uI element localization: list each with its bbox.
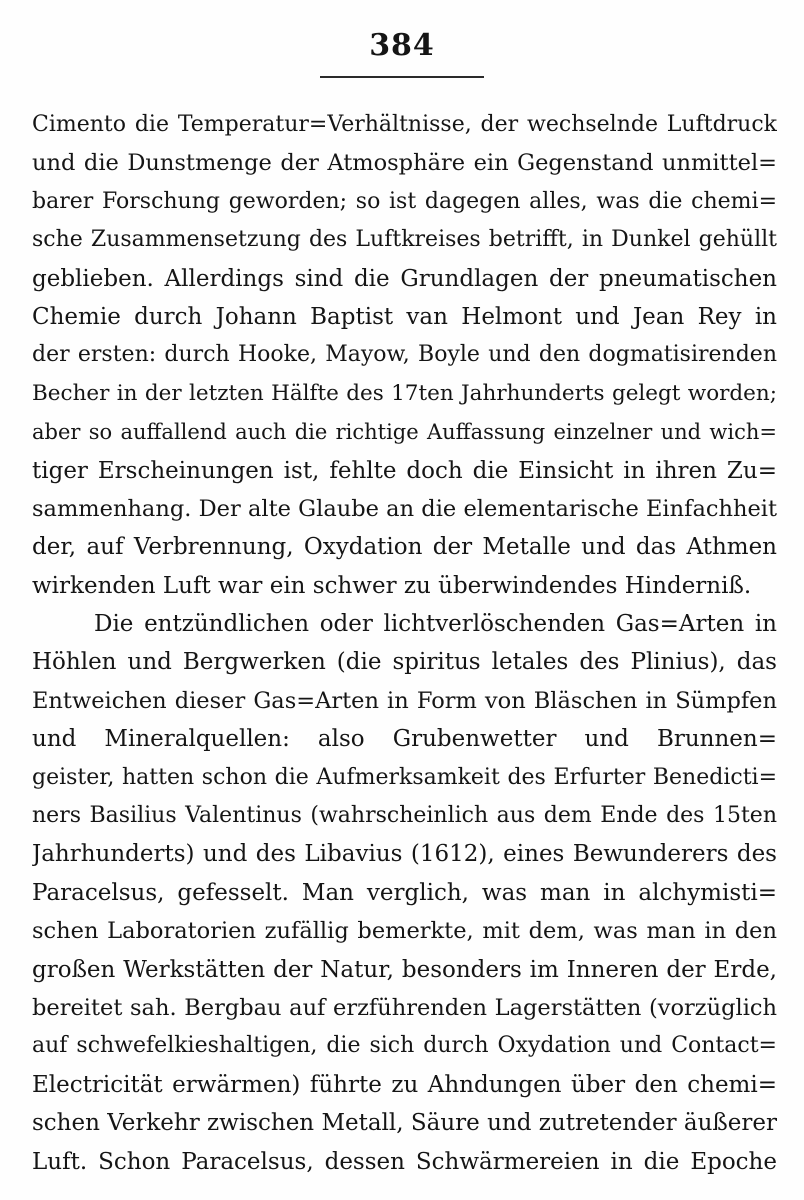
text-line: der, auf Verbrennung, Oxydation der Metalle und das Athmen [32, 534, 777, 561]
text-line: geblieben. Allerdings sind die Grundlagen der pneumatischen [32, 265, 777, 292]
text-line: ners Basilius Valentinus (wahrscheinlich aus dem Ende des 15ten [32, 803, 777, 829]
text-line: auf schwefelkieshaltigen, die sich durch Oxydation und Contact= [32, 1033, 777, 1059]
text-line: wirkenden Luft war ein schwer zu überwindendes Hinderniß. [32, 572, 752, 599]
text-line: geister, hatten schon die Aufmerksamkeit des Erfurter Benedicti= [32, 764, 777, 790]
text-line: großen Werkstätten der Natur, besonders im Inneren der Erde, [32, 956, 777, 983]
text-line: Chemie durch Johann Baptist van Helmont und Jean Rey in [32, 303, 777, 330]
text-line: barer Forschung geworden; so ist dagegen alles, was die chemi= [32, 188, 777, 214]
text-line: aber so auffallend auch die richtige Auffassung einzelner und wich= [32, 420, 777, 445]
text-line: und die Dunstmenge der Atmosphäre ein Gegenstand unmittel= [32, 150, 777, 177]
paragraph-2 [32, 605, 777, 1181]
text-line: und Mineralquellen: also Grubenwetter und Brunnen= [32, 726, 777, 753]
text-line: Die entzündlichen oder lichtverlöschenden Gas=Arten in [94, 611, 777, 638]
text-line: bereitet sah. Bergbau auf erzführenden Lagerstätten (vorzüglich [32, 994, 777, 1021]
body-text [32, 106, 777, 1181]
text-line: Paracelsus, gefesselt. Man verglich, was man in alchymisti= [32, 879, 777, 906]
paragraph-1 [32, 106, 777, 605]
text-line: schen Laboratorien zufällig bemerkte, mit dem, was man in den [32, 918, 777, 945]
text-line: Jahrhunderts) und des Libavius (1612), eines Bewunderers des [32, 841, 777, 868]
header-rule [320, 76, 484, 78]
text-line: Electricität erwärmen) führte zu Ahndungen über den chemi= [32, 1071, 777, 1098]
text-line: der ersten: durch Hooke, Mayow, Boyle und den dogmatisirenden [32, 342, 777, 368]
page-number: 384 [369, 28, 435, 63]
text-line: Höhlen und Bergwerken (die spiritus letales des Plinius), das [32, 649, 777, 676]
text-line: schen Verkehr zwischen Metall, Säure und zutretender äußerer [32, 1110, 777, 1137]
text-line: Becher in der letzten Hälfte des 17ten Jahrhunderts gelegt worden; [32, 380, 777, 406]
text-line: sammenhang. Der alte Glaube an die elementarische Einfachheit [32, 495, 777, 522]
text-line: tiger Erscheinungen ist, fehlte doch die Einsicht in ihren Zu= [32, 457, 777, 484]
text-line: sche Zusammensetzung des Luftkreises betrifft, in Dunkel gehüllt [32, 227, 777, 253]
text-line: Entweichen dieser Gas=Arten in Form von Bläschen in Sümpfen [32, 687, 777, 714]
text-line: Luft. Schon Paracelsus, dessen Schwärmereien in die Epoche [32, 1148, 777, 1175]
text-line: Cimento die Temperatur=Verhältnisse, der wechselnde Luftdruck [32, 112, 777, 137]
